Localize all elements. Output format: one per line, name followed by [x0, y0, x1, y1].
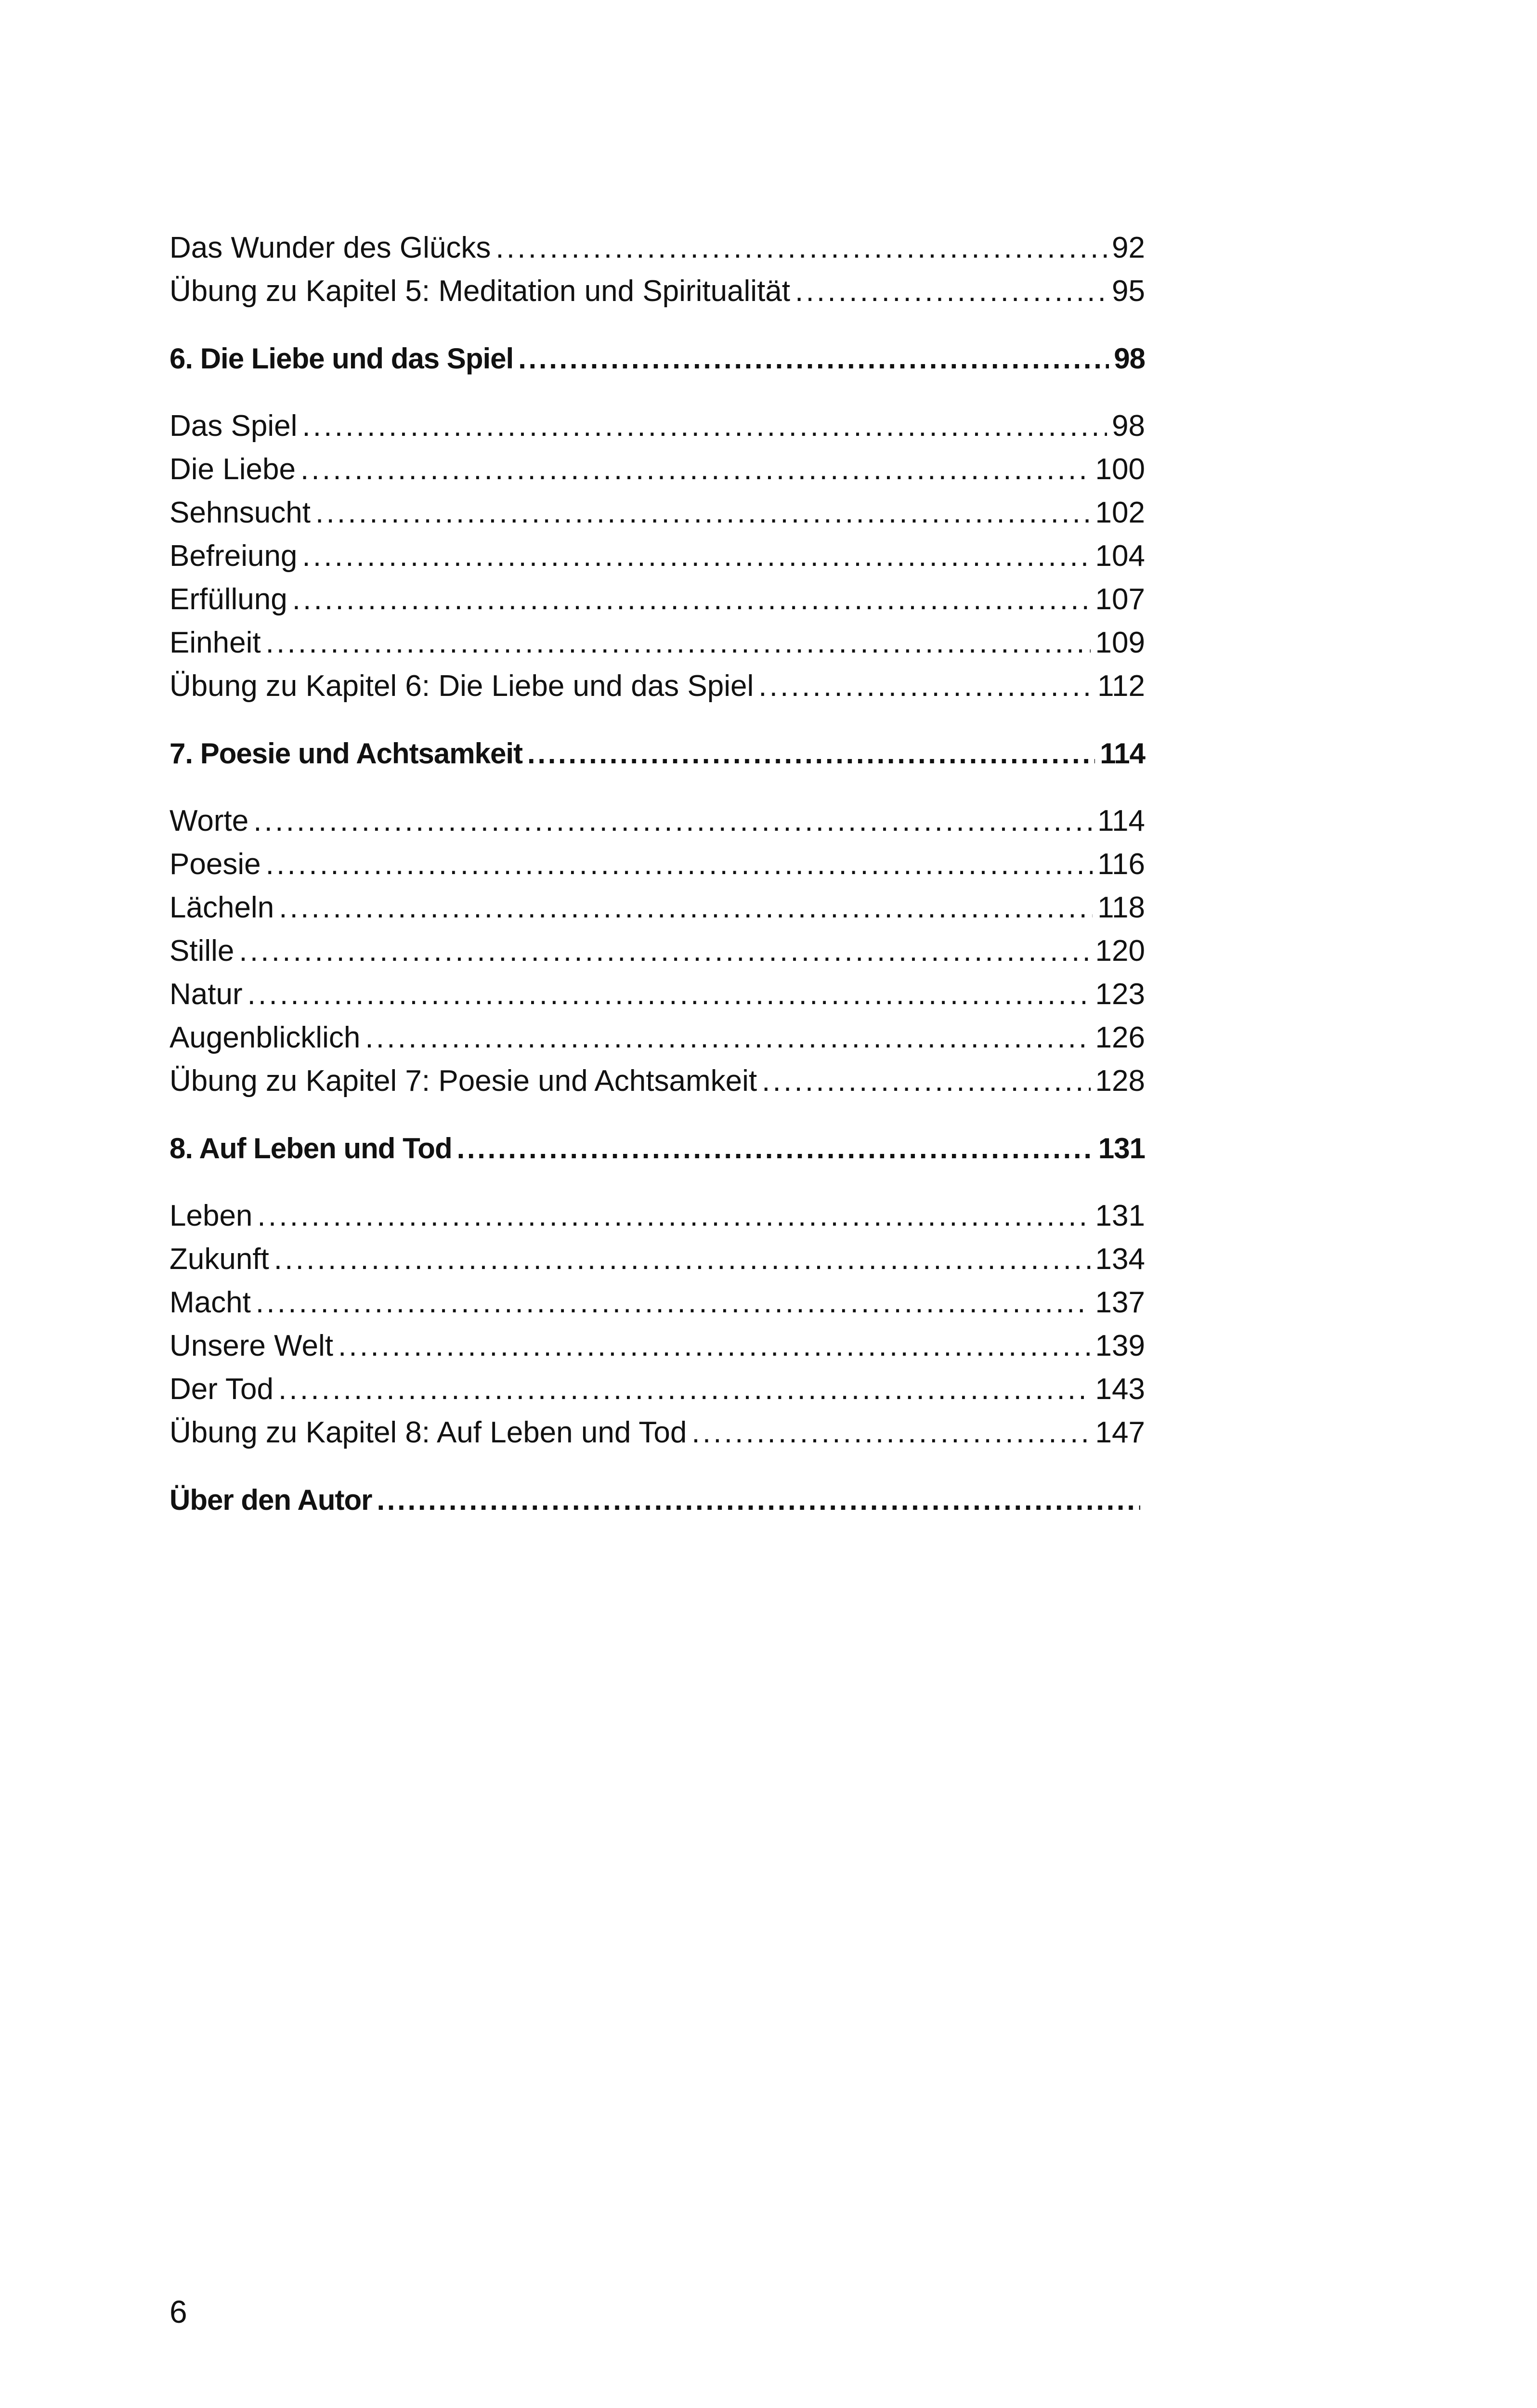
toc-entry-title: Erfüllung: [169, 583, 287, 616]
toc-entry[interactable]: [169, 621, 1145, 665]
dot-leader: [518, 337, 1109, 380]
toc-entry-page: 137: [1095, 1286, 1145, 1319]
toc-entry-page: 120: [1095, 934, 1145, 968]
toc-chapter-entry[interactable]: [169, 1127, 1145, 1170]
dot-leader: [274, 1238, 1091, 1281]
toc-entry-page: 114: [1097, 804, 1145, 838]
toc-entry[interactable]: [169, 535, 1145, 578]
toc-entry-page: 134: [1095, 1243, 1145, 1276]
table-of-contents: [169, 226, 1145, 1546]
toc-entry-page: 128: [1095, 1064, 1145, 1098]
toc-entry[interactable]: [169, 1411, 1145, 1454]
dot-leader: [495, 226, 1107, 270]
dot-leader: [338, 1324, 1091, 1368]
toc-entry-title: Poesie: [169, 848, 261, 881]
toc-entry-page: 139: [1095, 1329, 1145, 1362]
dot-leader: [279, 886, 1093, 929]
dot-leader: [315, 491, 1091, 535]
toc-entry-page: 109: [1095, 626, 1145, 659]
toc-entry[interactable]: [169, 886, 1145, 929]
toc-entry[interactable]: [169, 929, 1145, 973]
toc-entry-title: Lächeln: [169, 891, 274, 924]
dot-leader: [266, 621, 1091, 665]
dot-leader: [247, 973, 1091, 1016]
toc-entry-page: 98: [1112, 409, 1145, 443]
toc-chapter-entry[interactable]: [169, 732, 1145, 775]
toc-entry[interactable]: [169, 226, 1145, 270]
toc-entry[interactable]: [169, 1324, 1145, 1368]
toc-entry[interactable]: [169, 1281, 1145, 1324]
toc-entry[interactable]: [169, 1368, 1145, 1411]
dot-leader: [377, 1479, 1140, 1522]
dot-leader: [257, 1194, 1090, 1238]
dot-leader: [239, 929, 1090, 973]
toc-entry-title: Übung zu Kapitel 7: Poesie und Achtsamkeit: [169, 1064, 757, 1098]
toc-entry[interactable]: [169, 1194, 1145, 1238]
dot-leader: [256, 1281, 1091, 1324]
toc-entry-title: Das Spiel: [169, 409, 298, 443]
dot-leader: [300, 448, 1091, 491]
toc-entry-title: Natur: [169, 978, 243, 1011]
toc-entry-title: Übung zu Kapitel 6: Die Liebe und das Spiel: [169, 669, 754, 703]
toc-entry-page: 147: [1095, 1416, 1145, 1449]
toc-entry-title: Die Liebe: [169, 453, 296, 486]
toc-chapter-title: 6. Die Liebe und das Spiel: [169, 342, 514, 375]
toc-entry[interactable]: [169, 799, 1145, 843]
dot-leader: [457, 1127, 1094, 1170]
toc-entry-title: Stille: [169, 934, 234, 968]
toc-chapter-entry[interactable]: [169, 337, 1145, 380]
toc-chapter-page: 114: [1100, 737, 1145, 770]
dot-leader: [365, 1016, 1090, 1060]
toc-entry-page: 95: [1112, 275, 1145, 308]
page-number: 6: [169, 2294, 187, 2329]
toc-entry-title: Der Tod: [169, 1373, 274, 1406]
toc-entry-page: 116: [1097, 848, 1145, 881]
toc-chapter-page: 98: [1114, 342, 1145, 375]
toc-entry-title: Zukunft: [169, 1243, 269, 1276]
toc-entry-page: 112: [1097, 669, 1145, 703]
toc-entry-page: 126: [1095, 1021, 1145, 1054]
toc-chapter-title: 8. Auf Leben und Tod: [169, 1132, 452, 1165]
dot-leader: [292, 578, 1091, 621]
toc-entry-page: 123: [1095, 978, 1145, 1011]
toc-entry[interactable]: [169, 973, 1145, 1016]
dot-leader: [302, 535, 1090, 578]
toc-entry-page: 100: [1095, 453, 1145, 486]
toc-entry-page: 92: [1112, 231, 1145, 264]
dot-leader: [527, 732, 1095, 775]
toc-entry-title: Worte: [169, 804, 249, 838]
toc-entry-title: Sehnsucht: [169, 496, 311, 529]
toc-entry[interactable]: [169, 1238, 1145, 1281]
toc-entry-title: Macht: [169, 1286, 251, 1319]
toc-entry-page: 143: [1095, 1373, 1145, 1406]
toc-entry-title: Einheit: [169, 626, 261, 659]
dot-leader: [762, 1060, 1090, 1103]
toc-entry[interactable]: [169, 843, 1145, 886]
toc-entry-title: Übung zu Kapitel 5: Meditation und Spiritualität: [169, 275, 791, 308]
toc-entry[interactable]: [169, 578, 1145, 621]
toc-entry-title: Unsere Welt: [169, 1329, 333, 1362]
toc-entry[interactable]: [169, 665, 1145, 708]
toc-entry-page: 131: [1095, 1199, 1145, 1232]
toc-chapter-page: 131: [1098, 1132, 1145, 1165]
toc-entry[interactable]: [169, 491, 1145, 535]
dot-leader: [266, 843, 1093, 886]
toc-entry[interactable]: [169, 1016, 1145, 1060]
toc-entry-page: 118: [1097, 891, 1145, 924]
toc-chapter-title: 7. Poesie und Achtsamkeit: [169, 737, 523, 770]
toc-chapter-entry[interactable]: [169, 1479, 1145, 1522]
toc-entry-title: Befreiung: [169, 539, 298, 573]
toc-entry[interactable]: [169, 448, 1145, 491]
dot-leader: [278, 1368, 1091, 1411]
toc-entry-title: Leben: [169, 1199, 253, 1232]
toc-entry-page: 107: [1095, 583, 1145, 616]
toc-entry-title: Das Wunder des Glücks: [169, 231, 491, 264]
dot-leader: [302, 405, 1107, 448]
toc-entry-page: 104: [1095, 539, 1145, 573]
toc-entry[interactable]: [169, 270, 1145, 313]
toc-entry-page: 102: [1095, 496, 1145, 529]
dot-leader: [758, 665, 1093, 708]
dot-leader: [253, 799, 1093, 843]
toc-entry[interactable]: [169, 1060, 1145, 1103]
dot-leader: [795, 270, 1107, 313]
toc-chapter-title: Über den Autor: [169, 1484, 372, 1516]
toc-entry[interactable]: [169, 405, 1145, 448]
dot-leader: [691, 1411, 1090, 1454]
toc-entry-title: Übung zu Kapitel 8: Auf Leben und Tod: [169, 1416, 687, 1449]
toc-entry-title: Augenblicklich: [169, 1021, 361, 1054]
